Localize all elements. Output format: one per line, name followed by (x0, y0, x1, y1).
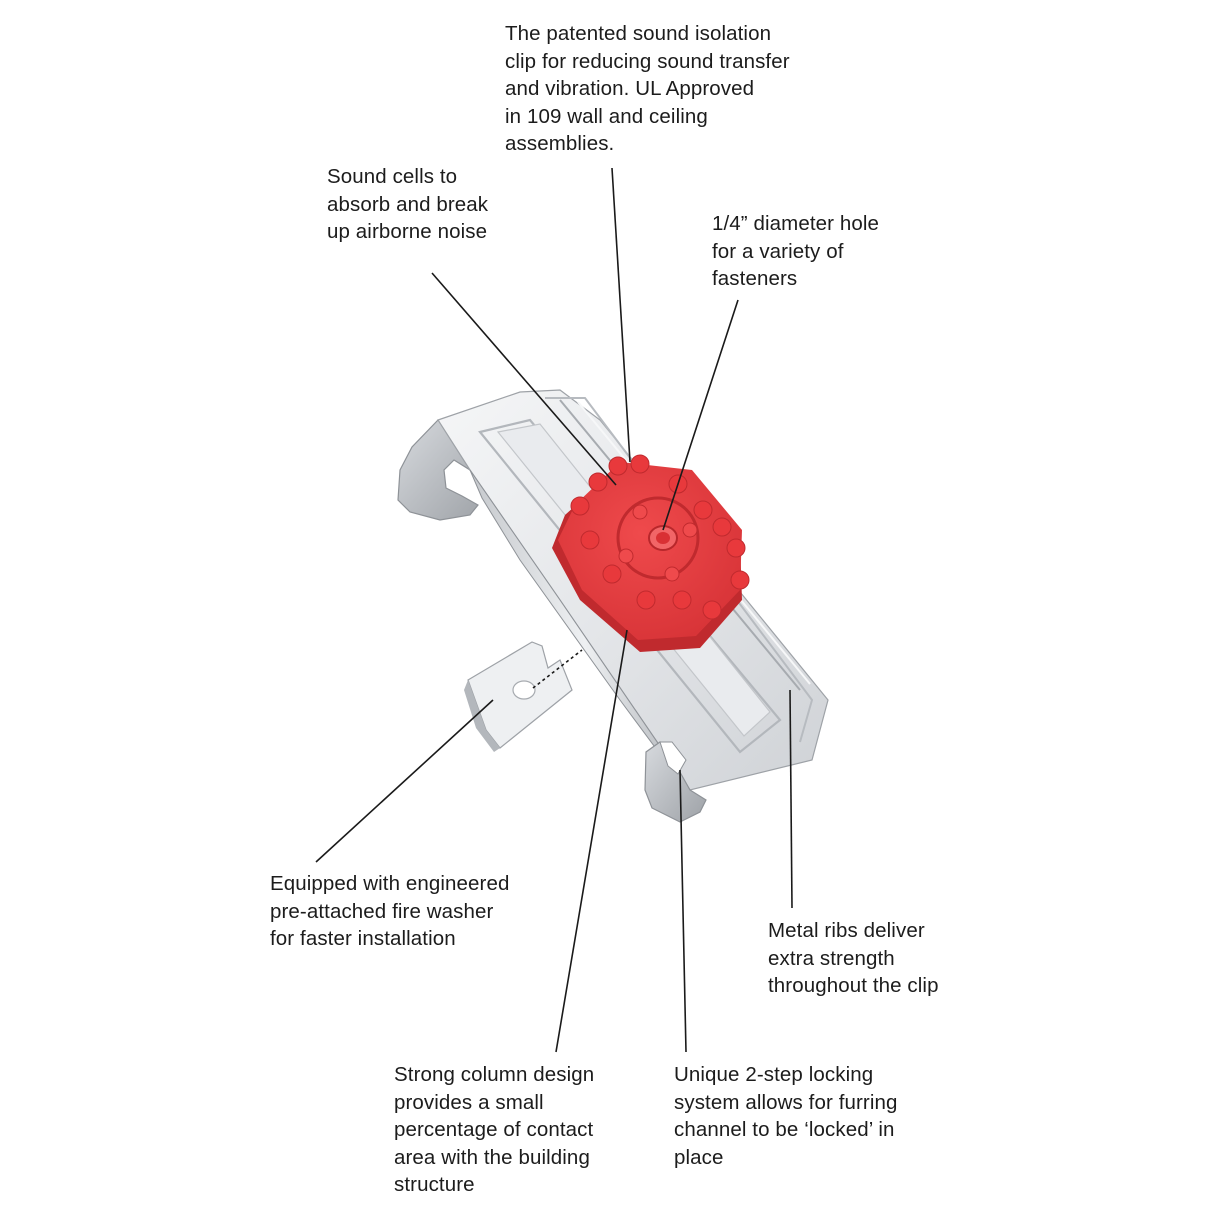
callout-line: clip for reducing sound transfer (505, 49, 790, 73)
callout-line: extra strength (768, 946, 895, 970)
callout-ribs (768, 917, 939, 1000)
callout-line: for a variety of (712, 239, 844, 263)
callout-line: fasteners (712, 267, 798, 290)
callout-line: throughout the clip (768, 974, 939, 997)
callout-line: in 109 wall and ceiling (505, 104, 708, 128)
callout-line: The patented sound isolation (505, 22, 772, 45)
callout-line: Unique 2-step locking (674, 1063, 874, 1086)
callout-patent (505, 20, 790, 158)
leader-washer (316, 700, 493, 862)
callout-line: channel to be ‘locked’ in (674, 1118, 895, 1141)
callout-line: structure (394, 1173, 475, 1196)
callout-line: for faster installation (270, 927, 456, 950)
callout-column (394, 1061, 594, 1199)
callout-line: area with the building (394, 1145, 590, 1169)
callout-line: place (674, 1145, 724, 1169)
callout-line: assemblies. (505, 132, 615, 155)
callout-hole (712, 210, 879, 293)
leader-patent (612, 168, 630, 462)
callout-sound-cells (327, 163, 488, 246)
callout-line: Equipped with engineered (270, 872, 510, 895)
callout-line: 1/4” diameter hole (712, 212, 880, 235)
callout-line: up airborne noise (327, 220, 488, 243)
callout-line: system allows for furring (674, 1090, 898, 1114)
callout-locking (674, 1061, 898, 1171)
callout-line: provides a small (394, 1090, 544, 1114)
callout-washer (270, 870, 509, 953)
callout-line: percentage of contact (394, 1118, 594, 1141)
callout-line: and vibration. UL Approved (505, 77, 755, 100)
callout-line: absorb and break (327, 192, 489, 216)
fire-washer (464, 642, 572, 752)
callout-line: Strong column design (394, 1063, 595, 1086)
callout-line: pre-attached fire washer (270, 899, 494, 923)
callout-line: Sound cells to (327, 165, 458, 188)
callout-line: Metal ribs deliver (768, 919, 925, 942)
